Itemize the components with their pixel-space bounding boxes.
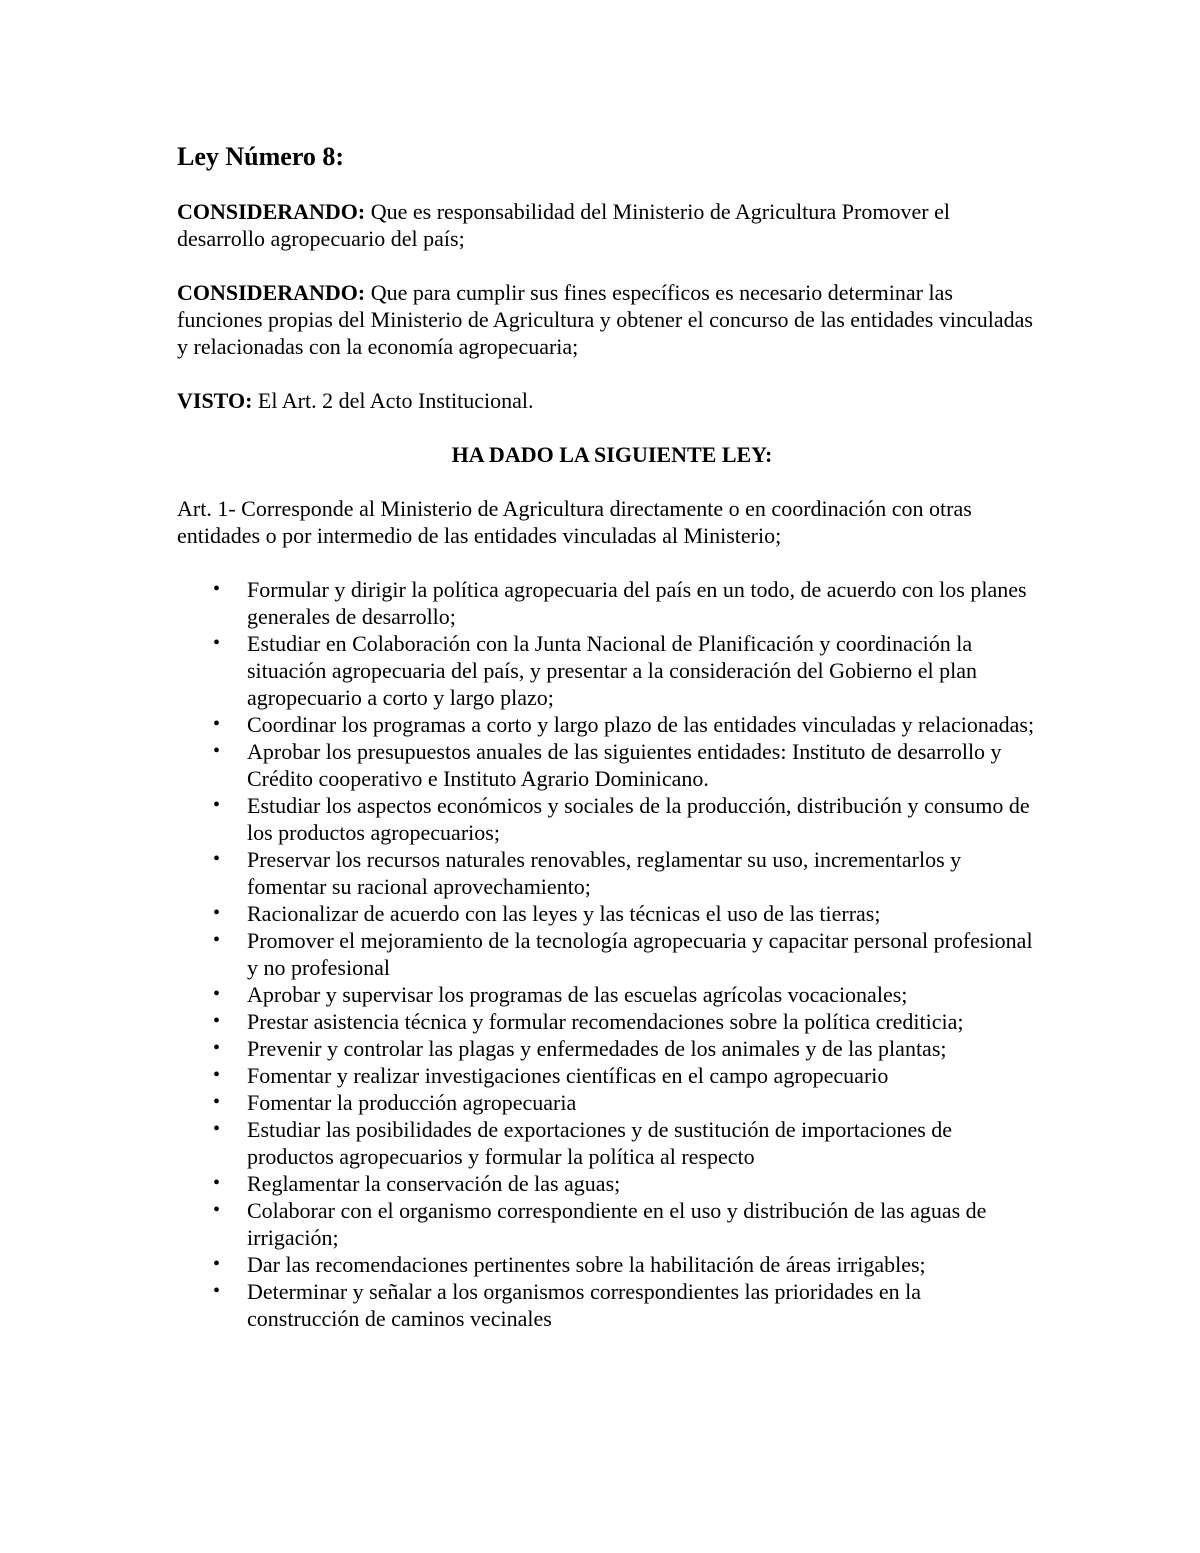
bullet-icon: •: [213, 1118, 221, 1140]
list-item-text: Aprobar los presupuestos anuales de las siguientes entidades: Instituto de desarrollo y Crédito cooperativo e Instituto Agrario Dominicano.: [247, 739, 1002, 791]
list-item-text: Racionalizar de acuerdo con las leyes y las técnicas el uso de las tierras;: [247, 901, 881, 926]
bullet-icon: •: [213, 1253, 221, 1275]
list-item: [177, 1251, 1037, 1278]
bullet-icon: •: [213, 1091, 221, 1113]
list-item: [177, 1035, 1037, 1062]
bullet-icon: •: [213, 794, 221, 816]
list-item-text: Fomentar y realizar investigaciones científicas en el campo agropecuario: [247, 1063, 889, 1088]
list-item-text: Dar las recomendaciones pertinentes sobre la habilitación de áreas irrigables;: [247, 1252, 926, 1277]
bullet-icon: •: [213, 1280, 221, 1302]
list-item: [177, 1062, 1037, 1089]
visto-text: El Art. 2 del Acto Institucional.: [252, 388, 534, 413]
considerando-label: CONSIDERANDO:: [177, 280, 366, 305]
considerando-label: CONSIDERANDO:: [177, 199, 366, 224]
list-item-text: Prevenir y controlar las plagas y enfermedades de los animales y de las plantas;: [247, 1036, 947, 1061]
list-item: [177, 1008, 1037, 1035]
list-item: [177, 1278, 1037, 1332]
list-item-text: Coordinar los programas a corto y largo plazo de las entidades vinculadas y relacionadas;: [247, 712, 1035, 737]
list-item-text: Prestar asistencia técnica y formular recomendaciones sobre la política crediticia;: [247, 1009, 964, 1034]
list-item-text: Estudiar en Colaboración con la Junta Nacional de Planificación y coordinación la situación agropecuaria del país, y presentar a la consideración del Gobierno el plan agropecuario a corto y largo plazo;: [247, 631, 977, 710]
bullet-icon: •: [213, 848, 221, 870]
list-item-text: Fomentar la producción agropecuaria: [247, 1090, 577, 1115]
list-item: [177, 738, 1037, 792]
list-item-text: Estudiar los aspectos económicos y sociales de la producción, distribución y consumo de los productos agropecuarios;: [247, 793, 1030, 845]
list-item: [177, 1089, 1037, 1116]
list-item: [177, 981, 1037, 1008]
bullet-icon: •: [213, 1064, 221, 1086]
document-page: [177, 140, 1037, 1332]
bullet-icon: •: [213, 929, 221, 951]
list-item: [177, 630, 1037, 711]
considerando-text: Que para cumplir sus fines específicos es necesario determinar las funciones propias del Ministerio de Agricultura y obtener el concurso de las entidades vinculadas y relacionadas con la economía agropecuaria;: [177, 280, 1033, 359]
list-item: [177, 711, 1037, 738]
bullet-icon: •: [213, 578, 221, 600]
bullet-icon: •: [213, 713, 221, 735]
bullet-icon: •: [213, 740, 221, 762]
visto-paragraph: [177, 387, 1037, 414]
list-item: [177, 846, 1037, 900]
bullet-icon: •: [213, 1010, 221, 1032]
list-item: [177, 792, 1037, 846]
bullet-icon: •: [213, 1199, 221, 1221]
bullet-icon: •: [213, 1037, 221, 1059]
list-item: [177, 1116, 1037, 1170]
list-item: [177, 927, 1037, 981]
document-title: Ley Número 8:: [177, 142, 345, 171]
bullet-icon: •: [213, 632, 221, 654]
bullet-icon: •: [213, 983, 221, 1005]
list-item-text: Preservar los recursos naturales renovables, reglamentar su uso, incrementarlos y fomentar su racional aprovechamiento;: [247, 847, 962, 899]
considerando-paragraph-1: [177, 198, 1037, 252]
list-item-text: Aprobar y supervisar los programas de las escuelas agrícolas vocacionales;: [247, 982, 908, 1007]
bullet-icon: •: [213, 902, 221, 924]
list-item-text: Estudiar las posibilidades de exportaciones y de sustitución de importaciones de productos agropecuarios y formular la política al respecto: [247, 1117, 953, 1169]
considerando-text: Que es responsabilidad del Ministerio de Agricultura Promover el desarrollo agropecuario del país;: [177, 199, 950, 251]
list-item-text: Determinar y señalar a los organismos correspondientes las prioridades en la construcción de caminos vecinales: [247, 1279, 922, 1331]
list-item-text: Colaborar con el organismo correspondiente en el uso y distribución de las aguas de irrigación;: [247, 1198, 987, 1250]
list-item-text: Promover el mejoramiento de la tecnología agropecuaria y capacitar personal profesional y no profesional: [247, 928, 1033, 980]
bullet-icon: •: [213, 1172, 221, 1194]
list-item: [177, 576, 1037, 630]
considerando-paragraph-2: [177, 279, 1037, 360]
article-1-paragraph: Art. 1- Corresponde al Ministerio de Agricultura directamente o en coordinación con otras entidades o por intermedio de las entidades vinculadas al Ministerio;: [177, 496, 972, 548]
article-item-list: [177, 576, 1037, 1332]
list-item: [177, 900, 1037, 927]
list-item: [177, 1170, 1037, 1197]
law-heading: HA DADO LA SIGUIENTE LEY:: [451, 442, 773, 467]
list-item: [177, 1197, 1037, 1251]
visto-label: VISTO:: [177, 388, 253, 413]
list-item-text: Reglamentar la conservación de las aguas;: [247, 1171, 621, 1196]
list-item-text: Formular y dirigir la política agropecuaria del país en un todo, de acuerdo con los planes generales de desarrollo;: [247, 577, 1027, 629]
